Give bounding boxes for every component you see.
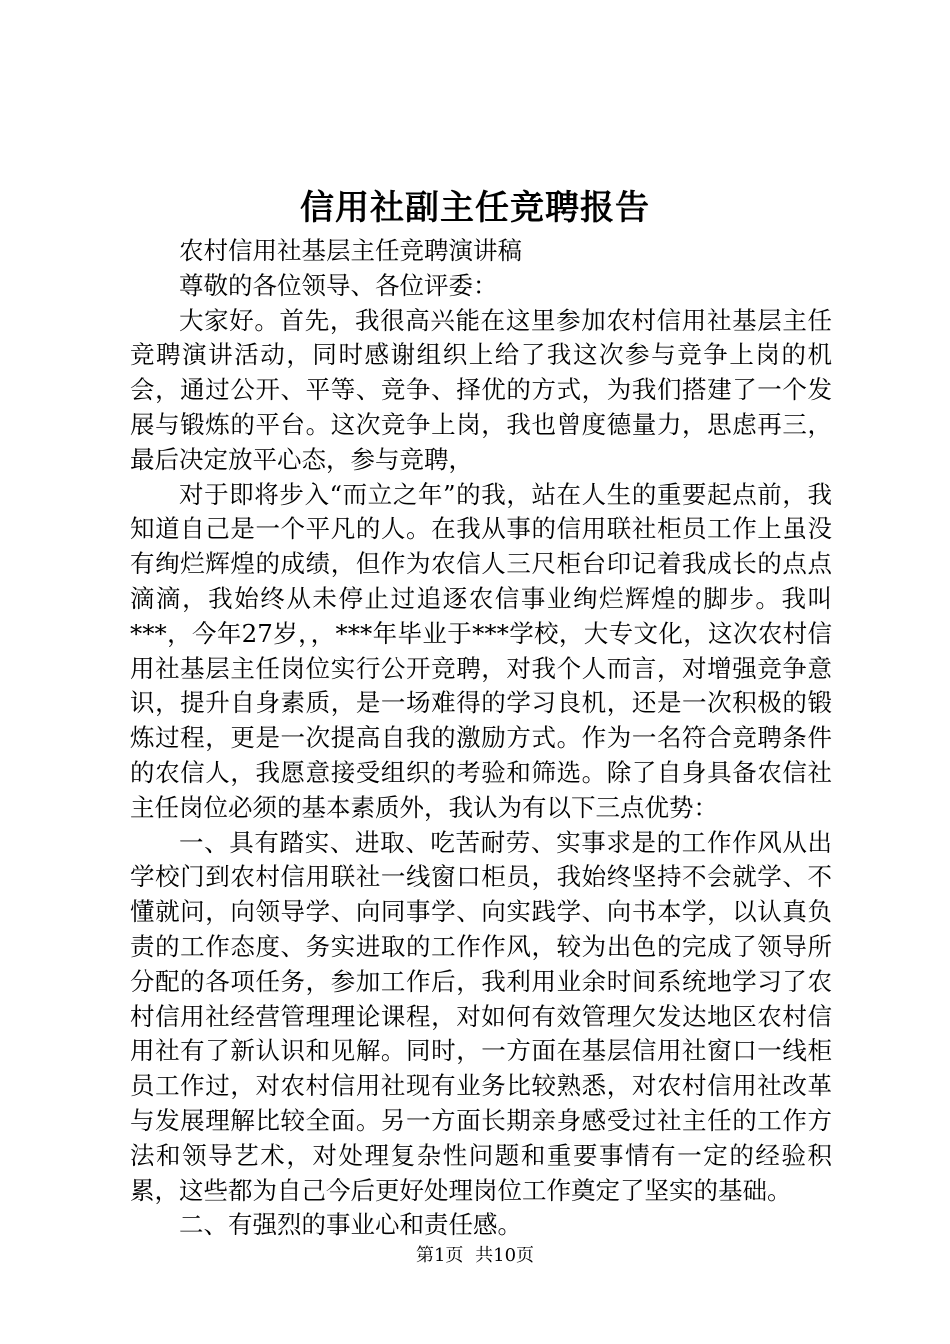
paragraph-salutation: 尊敬的各位领导、各位评委：	[179, 270, 498, 300]
page-total: 共10页	[475, 1245, 535, 1266]
paragraph-self-introduction: 对于即将步入“而立之年”的我，站在人生的重要起点前，我知道自己是一个平凡的人。在我从事的信用联社柜员工作上虽没有绚烂辉煌的成绩，但作为农信人三尺柜台印记着我成长的点点滴滴，我始终从未停止过追逐农信事业绚烂辉煌的脚步。我叫***，今年27岁，，***年毕业于***学校，大专文化，这次农村信用社基层主任岗位实行公开竞聘，对我个人而言，对增强竞争意识，提升自身素质，是一场难得的学习良机，还是一次积极的锻炼过程，更是一次提高自我的激励方式。作为一名符合竞聘条件的农信人，我愿意接受组织的考验和筛选。除了自身具备农信社主任岗位必须的基本素质外，我认为有以下三点优势：	[130, 479, 832, 822]
page-footer	[0, 1243, 950, 1269]
page-number: 第1页	[415, 1245, 464, 1266]
paragraph-opening: 大家好。首先，我很高兴能在这里参加农村信用社基层主任竞聘演讲活动，同时感谢组织上给了我这次参与竞争上岗的机会，通过公开、平等、竞争、择优的方式，为我们搭建了一个发展与锻炼的平台。这次竞争上岗，我也曾度德量力，思虑再三，最后决定放平心态，参与竞聘，	[130, 305, 832, 474]
document-body	[130, 234, 832, 1243]
paragraph-advantage-one: 一、具有踏实、进取、吃苦耐劳、实事求是的工作作风从出学校门到农村信用联社一线窗口柜员，我始终坚持不会就学、不懂就问，向领导学、向同事学、向实践学、向书本学，以认真负责的工作态度、务实进取的工作作风，较为出色的完成了领导所分配的各项任务，参加工作后，我利用业余时间系统地学习了农村信用社经营管理理论课程，对如何有效管理欠发达地区农村信用社有了新认识和见解。同时，一方面在基层信用社窗口一线柜员工作过，对农村信用社现有业务比较熟悉，对农村信用社改革与发展理解比较全面。另一方面长期亲身感受过社主任的工作方法和领导艺术，对处理复杂性问题和重要事情有一定的经验积累，这些都为自己今后更好处理岗位工作奠定了坚实的基础。	[130, 827, 832, 1205]
paragraph-subtitle: 农村信用社基层主任竞聘演讲稿	[179, 236, 522, 265]
document-title: 信用社副主任竞聘报告	[300, 188, 650, 228]
paragraph-advantage-two: 二、有强烈的事业心和责任感。	[179, 1210, 522, 1240]
